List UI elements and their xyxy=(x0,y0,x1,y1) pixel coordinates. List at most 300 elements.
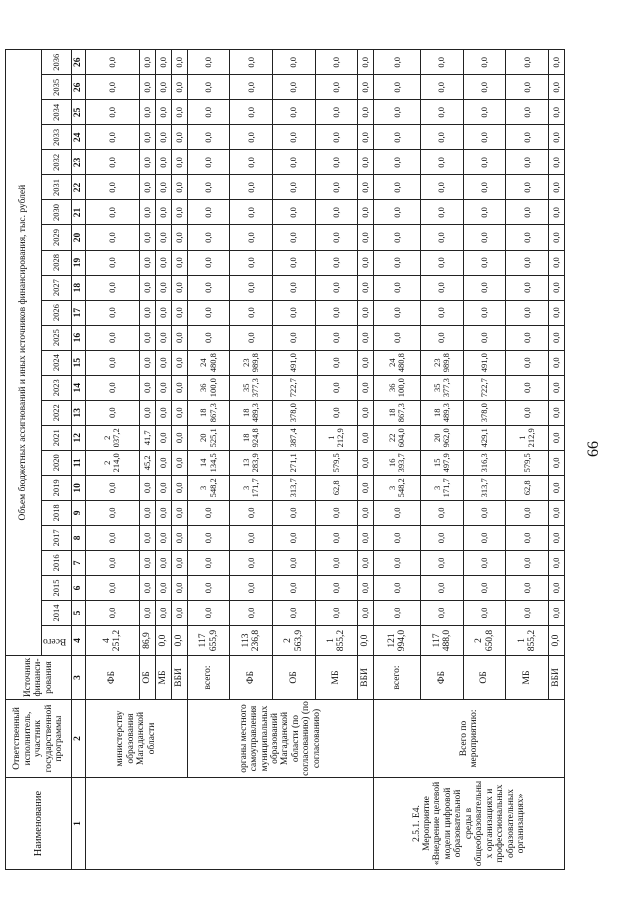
row-year-value-cell: 0,0 xyxy=(549,150,565,175)
row-year-value-cell: 0,0 xyxy=(171,500,187,525)
row-year-value-cell: 0,0 xyxy=(171,175,187,200)
row-year-value-cell: 0,0 xyxy=(549,300,565,325)
row-total-cell: 0,0 xyxy=(549,626,565,656)
row-year-value-cell: 0,0 xyxy=(272,500,315,525)
row-year-value-cell: 0,0 xyxy=(85,75,139,100)
row-year-value-cell: 0,0 xyxy=(374,75,421,100)
row-year-value-cell: 0,0 xyxy=(358,300,374,325)
row-year-value-cell: 0,0 xyxy=(85,300,139,325)
row-year-value-cell: 0,0 xyxy=(421,250,464,275)
row-year-value-cell: 378,0 xyxy=(463,400,506,425)
header-year: 2022 xyxy=(42,400,72,425)
row-year-value-cell: 1 212,9 xyxy=(506,425,549,450)
row-year-value-cell: 0,0 xyxy=(187,175,230,200)
row-year-value-cell: 0,0 xyxy=(374,125,421,150)
row-year-value-cell: 0,0 xyxy=(140,175,156,200)
row-year-value-cell: 0,0 xyxy=(156,600,172,625)
row-year-value-cell: 0,0 xyxy=(315,75,358,100)
row-year-value-cell: 0,0 xyxy=(374,575,421,600)
row-year-value-cell: 0,0 xyxy=(230,550,273,575)
table-row xyxy=(374,50,421,870)
row-year-value-cell: 0,0 xyxy=(463,325,506,350)
row-year-value-cell: 0,0 xyxy=(549,600,565,625)
row-year-value-cell: 0,0 xyxy=(272,150,315,175)
column-number: 3 xyxy=(71,656,85,700)
row-year-value-cell: 0,0 xyxy=(140,75,156,100)
row-year-value-cell: 0,0 xyxy=(421,100,464,125)
row-year-value-cell: 0,0 xyxy=(315,150,358,175)
row-year-value-cell: 0,0 xyxy=(374,550,421,575)
row-year-value-cell: 0,0 xyxy=(549,400,565,425)
row-year-value-cell: 0,0 xyxy=(463,300,506,325)
column-number: 4 xyxy=(71,626,85,656)
row-year-value-cell: 0,0 xyxy=(156,275,172,300)
row-year-value-cell: 0,0 xyxy=(506,325,549,350)
row-year-value-cell: 313,7 xyxy=(272,475,315,500)
row-year-value-cell: 0,0 xyxy=(421,300,464,325)
row-year-value-cell: 0,0 xyxy=(421,75,464,100)
row-year-value-cell: 0,0 xyxy=(506,50,549,75)
header-source: Источник финанси-рования xyxy=(6,656,72,700)
row-year-value-cell: 0,0 xyxy=(463,575,506,600)
header-year: 2024 xyxy=(42,350,72,375)
row-year-value-cell: 0,0 xyxy=(421,50,464,75)
header-year: 2016 xyxy=(42,550,72,575)
financing-table xyxy=(5,49,565,870)
row-year-value-cell: 0,0 xyxy=(506,600,549,625)
row-year-value-cell: 0,0 xyxy=(506,200,549,225)
row-year-value-cell: 0,0 xyxy=(156,225,172,250)
header-year: 2033 xyxy=(42,125,72,150)
row-year-value-cell: 0,0 xyxy=(506,400,549,425)
row-year-value-cell: 0,0 xyxy=(140,575,156,600)
row-year-value-cell: 2 037,2 xyxy=(85,425,139,450)
row-year-value-cell: 0,0 xyxy=(549,250,565,275)
row-year-value-cell: 0,0 xyxy=(187,550,230,575)
row-year-value-cell: 0,0 xyxy=(156,525,172,550)
row-year-value-cell: 0,0 xyxy=(315,600,358,625)
row-year-value-cell: 0,0 xyxy=(549,225,565,250)
row-year-value-cell: 0,0 xyxy=(230,125,273,150)
row-year-value-cell: 0,0 xyxy=(171,400,187,425)
row-year-value-cell: 0,0 xyxy=(156,425,172,450)
header-year: 2029 xyxy=(42,225,72,250)
row-year-value-cell: 0,0 xyxy=(549,100,565,125)
row-year-value-cell: 0,0 xyxy=(463,500,506,525)
row-year-value-cell: 0,0 xyxy=(272,600,315,625)
row-year-value-cell: 0,0 xyxy=(506,150,549,175)
row-year-value-cell: 13 283,9 xyxy=(230,450,273,475)
column-number: 10 xyxy=(71,475,85,500)
row-year-value-cell: 0,0 xyxy=(421,500,464,525)
row-year-value-cell: 0,0 xyxy=(85,525,139,550)
row-year-value-cell: 0,0 xyxy=(171,525,187,550)
row-year-value-cell: 0,0 xyxy=(85,250,139,275)
row-year-value-cell: 36 100,0 xyxy=(187,375,230,400)
row-year-value-cell: 0,0 xyxy=(171,275,187,300)
row-year-value-cell: 18 867,3 xyxy=(187,400,230,425)
row-year-value-cell: 0,0 xyxy=(358,75,374,100)
row-year-value-cell: 0,0 xyxy=(315,175,358,200)
row-total-cell: 1 855,2 xyxy=(315,626,358,656)
row-year-value-cell: 0,0 xyxy=(549,350,565,375)
row-source-cell: ВБИ xyxy=(358,656,374,700)
header-year: 2032 xyxy=(42,150,72,175)
row-year-value-cell: 0,0 xyxy=(506,500,549,525)
header-name: Наименование xyxy=(6,778,72,870)
row-year-value-cell: 0,0 xyxy=(506,375,549,400)
row-year-value-cell: 0,0 xyxy=(374,325,421,350)
row-year-value-cell: 491,0 xyxy=(463,350,506,375)
row-year-value-cell: 0,0 xyxy=(85,550,139,575)
table-row xyxy=(187,50,230,870)
row-year-value-cell: 0,0 xyxy=(374,150,421,175)
row-year-value-cell: 24 480,8 xyxy=(187,350,230,375)
row-year-value-cell: 0,0 xyxy=(140,525,156,550)
header-year: 2014 xyxy=(42,600,72,625)
row-source-cell: ОБ xyxy=(272,656,315,700)
row-executor-cell: Всего по мероприятию: xyxy=(374,700,565,778)
row-year-value-cell: 0,0 xyxy=(156,375,172,400)
row-year-value-cell: 0,0 xyxy=(315,500,358,525)
row-year-value-cell: 0,0 xyxy=(358,575,374,600)
row-year-value-cell: 429,1 xyxy=(463,425,506,450)
row-year-value-cell: 0,0 xyxy=(549,75,565,100)
row-year-value-cell: 0,0 xyxy=(156,400,172,425)
row-year-value-cell: 0,0 xyxy=(549,375,565,400)
row-year-value-cell: 0,0 xyxy=(549,200,565,225)
row-year-value-cell: 0,0 xyxy=(506,100,549,125)
row-year-value-cell: 0,0 xyxy=(187,125,230,150)
row-year-value-cell: 579,5 xyxy=(506,450,549,475)
row-year-value-cell: 0,0 xyxy=(549,500,565,525)
header-year: 2020 xyxy=(42,450,72,475)
row-year-value-cell: 3 548,2 xyxy=(187,475,230,500)
row-year-value-cell: 0,0 xyxy=(156,450,172,475)
row-year-value-cell: 0,0 xyxy=(140,200,156,225)
row-year-value-cell: 0,0 xyxy=(358,175,374,200)
row-year-value-cell: 0,0 xyxy=(272,100,315,125)
row-year-value-cell: 0,0 xyxy=(315,300,358,325)
column-number: 23 xyxy=(71,150,85,175)
row-year-value-cell: 0,0 xyxy=(358,100,374,125)
row-year-value-cell: 0,0 xyxy=(140,150,156,175)
row-year-value-cell: 0,0 xyxy=(230,575,273,600)
row-year-value-cell: 0,0 xyxy=(230,50,273,75)
row-year-value-cell: 0,0 xyxy=(85,325,139,350)
row-year-value-cell: 0,0 xyxy=(85,350,139,375)
row-year-value-cell: 722,7 xyxy=(272,375,315,400)
row-year-value-cell: 0,0 xyxy=(171,250,187,275)
row-year-value-cell: 0,0 xyxy=(187,150,230,175)
row-year-value-cell: 0,0 xyxy=(315,275,358,300)
row-year-value-cell: 0,0 xyxy=(358,200,374,225)
row-year-value-cell: 0,0 xyxy=(187,500,230,525)
header-year: 2034 xyxy=(42,100,72,125)
row-year-value-cell: 0,0 xyxy=(463,600,506,625)
row-year-value-cell: 0,0 xyxy=(187,525,230,550)
row-year-value-cell: 0,0 xyxy=(315,125,358,150)
row-year-value-cell: 24 480,8 xyxy=(374,350,421,375)
row-total-cell: 113 236,8 xyxy=(230,626,273,656)
row-source-cell: ВБИ xyxy=(171,656,187,700)
row-total-cell: 117 488,0 xyxy=(421,626,464,656)
row-total-cell: 0,0 xyxy=(156,626,172,656)
row-year-value-cell: 0,0 xyxy=(171,225,187,250)
row-year-value-cell: 0,0 xyxy=(358,450,374,475)
column-number: 13 xyxy=(71,400,85,425)
row-year-value-cell: 0,0 xyxy=(140,500,156,525)
row-year-value-cell: 0,0 xyxy=(85,150,139,175)
page-number: 66 xyxy=(585,441,602,457)
column-number: 26 xyxy=(71,50,85,75)
row-year-value-cell: 0,0 xyxy=(140,475,156,500)
row-year-value-cell: 0,0 xyxy=(421,200,464,225)
row-year-value-cell: 0,0 xyxy=(358,275,374,300)
row-year-value-cell: 62,8 xyxy=(315,475,358,500)
row-year-value-cell: 3 548,2 xyxy=(374,475,421,500)
row-year-value-cell: 0,0 xyxy=(506,75,549,100)
row-year-value-cell: 0,0 xyxy=(358,525,374,550)
row-year-value-cell: 0,0 xyxy=(140,275,156,300)
row-year-value-cell: 0,0 xyxy=(506,350,549,375)
row-year-value-cell: 0,0 xyxy=(156,475,172,500)
header-executor: Ответственный исполнитель, участник государственной программы xyxy=(6,700,72,778)
row-year-value-cell: 491,0 xyxy=(272,350,315,375)
row-year-value-cell: 0,0 xyxy=(315,550,358,575)
row-year-value-cell: 0,0 xyxy=(506,575,549,600)
row-year-value-cell: 0,0 xyxy=(171,475,187,500)
row-source-cell: МБ xyxy=(156,656,172,700)
row-year-value-cell: 0,0 xyxy=(358,500,374,525)
row-year-value-cell: 0,0 xyxy=(549,450,565,475)
row-year-value-cell: 0,0 xyxy=(156,575,172,600)
row-year-value-cell: 0,0 xyxy=(374,50,421,75)
row-year-value-cell: 0,0 xyxy=(156,125,172,150)
row-year-value-cell: 0,0 xyxy=(230,225,273,250)
row-year-value-cell: 15 497,9 xyxy=(421,450,464,475)
row-year-value-cell: 0,0 xyxy=(230,600,273,625)
header-volume: Объем бюджетных ассигнований и иных источников финансирования, тыс. рублей xyxy=(6,50,42,656)
row-year-value-cell: 378,0 xyxy=(272,400,315,425)
row-year-value-cell: 0,0 xyxy=(358,600,374,625)
row-year-value-cell: 0,0 xyxy=(156,150,172,175)
row-year-value-cell: 20 962,0 xyxy=(421,425,464,450)
row-year-value-cell: 0,0 xyxy=(315,325,358,350)
row-total-cell: 2 563,9 xyxy=(272,626,315,656)
row-year-value-cell: 0,0 xyxy=(156,550,172,575)
row-year-value-cell: 0,0 xyxy=(156,250,172,275)
row-year-value-cell: 3 171,7 xyxy=(421,475,464,500)
row-executor-cell: органы местного самоуправления муниципальных образований Магаданской области (по согласованию) (по согласованию) xyxy=(187,700,373,778)
header-year: 2030 xyxy=(42,200,72,225)
row-year-value-cell: 0,0 xyxy=(171,325,187,350)
row-year-value-cell: 0,0 xyxy=(187,50,230,75)
row-year-value-cell: 0,0 xyxy=(156,75,172,100)
table-row xyxy=(85,50,139,870)
column-number: 5 xyxy=(71,600,85,625)
row-year-value-cell: 0,0 xyxy=(463,75,506,100)
row-year-value-cell: 0,0 xyxy=(85,100,139,125)
row-year-value-cell: 0,0 xyxy=(171,300,187,325)
column-number: 2 xyxy=(71,700,85,778)
row-year-value-cell: 18 489,3 xyxy=(230,400,273,425)
row-total-cell: 4 251,2 xyxy=(85,626,139,656)
row-year-value-cell: 0,0 xyxy=(358,250,374,275)
row-year-value-cell: 0,0 xyxy=(315,350,358,375)
row-year-value-cell: 0,0 xyxy=(421,125,464,150)
row-year-value-cell: 0,0 xyxy=(140,325,156,350)
row-year-value-cell: 0,0 xyxy=(358,400,374,425)
row-year-value-cell: 0,0 xyxy=(272,525,315,550)
header-year: 2015 xyxy=(42,575,72,600)
row-year-value-cell: 0,0 xyxy=(549,475,565,500)
row-year-value-cell: 0,0 xyxy=(156,500,172,525)
row-year-value-cell: 0,0 xyxy=(272,50,315,75)
row-year-value-cell: 0,0 xyxy=(156,200,172,225)
row-year-value-cell: 0,0 xyxy=(358,50,374,75)
row-year-value-cell: 0,0 xyxy=(421,325,464,350)
row-year-value-cell: 0,0 xyxy=(272,275,315,300)
row-year-value-cell: 0,0 xyxy=(85,50,139,75)
row-source-cell: всего: xyxy=(187,656,230,700)
row-year-value-cell: 35 377,3 xyxy=(421,375,464,400)
row-year-value-cell: 0,0 xyxy=(421,175,464,200)
row-year-value-cell: 0,0 xyxy=(85,600,139,625)
row-year-value-cell: 0,0 xyxy=(187,600,230,625)
row-source-cell: ФБ xyxy=(230,656,273,700)
header-year: 2036 xyxy=(42,50,72,75)
row-year-value-cell: 0,0 xyxy=(463,250,506,275)
row-year-value-cell: 0,0 xyxy=(315,525,358,550)
row-year-value-cell: 0,0 xyxy=(315,375,358,400)
row-year-value-cell: 0,0 xyxy=(549,50,565,75)
row-year-value-cell: 0,0 xyxy=(85,200,139,225)
row-year-value-cell: 0,0 xyxy=(187,300,230,325)
column-number: 17 xyxy=(71,300,85,325)
row-year-value-cell: 0,0 xyxy=(156,325,172,350)
row-year-value-cell: 0,0 xyxy=(230,200,273,225)
row-year-value-cell: 0,0 xyxy=(358,125,374,150)
column-number: 21 xyxy=(71,200,85,225)
row-year-value-cell: 0,0 xyxy=(171,425,187,450)
row-year-value-cell: 18 924,8 xyxy=(230,425,273,450)
row-year-value-cell: 0,0 xyxy=(374,500,421,525)
row-source-cell: ВБИ xyxy=(549,656,565,700)
row-year-value-cell: 1 212,9 xyxy=(315,425,358,450)
row-year-value-cell: 0,0 xyxy=(506,175,549,200)
row-year-value-cell: 3 171,7 xyxy=(230,475,273,500)
row-year-value-cell: 0,0 xyxy=(85,375,139,400)
row-year-value-cell: 0,0 xyxy=(421,150,464,175)
row-year-value-cell: 0,0 xyxy=(171,50,187,75)
row-year-value-cell: 0,0 xyxy=(272,125,315,150)
row-year-value-cell: 0,0 xyxy=(140,225,156,250)
column-number: 20 xyxy=(71,225,85,250)
row-year-value-cell: 0,0 xyxy=(463,50,506,75)
row-year-value-cell: 0,0 xyxy=(230,500,273,525)
row-year-value-cell: 35 377,3 xyxy=(230,375,273,400)
header-year: 2023 xyxy=(42,375,72,400)
row-year-value-cell: 0,0 xyxy=(315,250,358,275)
column-number: 26 xyxy=(71,75,85,100)
row-year-value-cell: 0,0 xyxy=(187,275,230,300)
row-year-value-cell: 0,0 xyxy=(463,125,506,150)
row-year-value-cell: 62,8 xyxy=(506,475,549,500)
header-year: 2018 xyxy=(42,500,72,525)
row-year-value-cell: 0,0 xyxy=(140,550,156,575)
row-year-value-cell: 0,0 xyxy=(506,300,549,325)
row-year-value-cell: 0,0 xyxy=(187,100,230,125)
column-number: 8 xyxy=(71,525,85,550)
row-year-value-cell: 0,0 xyxy=(187,250,230,275)
row-year-value-cell: 0,0 xyxy=(272,75,315,100)
row-year-value-cell: 0,0 xyxy=(85,125,139,150)
row-year-value-cell: 0,0 xyxy=(374,250,421,275)
row-year-value-cell: 0,0 xyxy=(463,175,506,200)
header-year: 2021 xyxy=(42,425,72,450)
row-year-value-cell: 0,0 xyxy=(549,275,565,300)
row-year-value-cell: 0,0 xyxy=(230,300,273,325)
row-year-value-cell: 0,0 xyxy=(374,600,421,625)
column-number: 14 xyxy=(71,375,85,400)
row-year-value-cell: 0,0 xyxy=(358,375,374,400)
row-year-value-cell: 0,0 xyxy=(272,300,315,325)
row-year-value-cell: 0,0 xyxy=(187,575,230,600)
row-year-value-cell: 0,0 xyxy=(421,225,464,250)
header-year: 2027 xyxy=(42,275,72,300)
row-year-value-cell: 0,0 xyxy=(272,325,315,350)
row-year-value-cell: 45,2 xyxy=(140,450,156,475)
row-year-value-cell: 0,0 xyxy=(230,275,273,300)
row-total-cell: 117 655,9 xyxy=(187,626,230,656)
row-year-value-cell: 0,0 xyxy=(85,275,139,300)
row-year-value-cell: 0,0 xyxy=(506,225,549,250)
row-year-value-cell: 722,7 xyxy=(463,375,506,400)
row-year-value-cell: 0,0 xyxy=(358,350,374,375)
row-year-value-cell: 0,0 xyxy=(156,350,172,375)
row-year-value-cell: 0,0 xyxy=(358,550,374,575)
row-year-value-cell: 0,0 xyxy=(171,600,187,625)
row-year-value-cell: 0,0 xyxy=(463,150,506,175)
row-year-value-cell: 0,0 xyxy=(358,325,374,350)
row-year-value-cell: 0,0 xyxy=(374,100,421,125)
row-year-value-cell: 20 525,1 xyxy=(187,425,230,450)
row-year-value-cell: 0,0 xyxy=(463,200,506,225)
row-year-value-cell: 0,0 xyxy=(358,225,374,250)
row-year-value-cell: 0,0 xyxy=(421,550,464,575)
row-year-value-cell: 313,7 xyxy=(463,475,506,500)
row-year-value-cell: 0,0 xyxy=(272,175,315,200)
row-year-value-cell: 0,0 xyxy=(315,50,358,75)
row-year-value-cell: 0,0 xyxy=(156,300,172,325)
row-year-value-cell: 0,0 xyxy=(140,600,156,625)
row-year-value-cell: 0,0 xyxy=(315,575,358,600)
row-year-value-cell: 0,0 xyxy=(140,350,156,375)
row-year-value-cell: 18 867,3 xyxy=(374,400,421,425)
column-number: 7 xyxy=(71,550,85,575)
row-year-value-cell: 0,0 xyxy=(421,275,464,300)
row-year-value-cell: 0,0 xyxy=(549,325,565,350)
row-year-value-cell: 0,0 xyxy=(506,250,549,275)
row-year-value-cell: 0,0 xyxy=(358,150,374,175)
header-year: 2035 xyxy=(42,75,72,100)
row-year-value-cell: 0,0 xyxy=(549,575,565,600)
header-year: 2031 xyxy=(42,175,72,200)
row-year-value-cell: 0,0 xyxy=(156,100,172,125)
row-year-value-cell: 0,0 xyxy=(171,550,187,575)
row-total-cell: 1 855,2 xyxy=(506,626,549,656)
